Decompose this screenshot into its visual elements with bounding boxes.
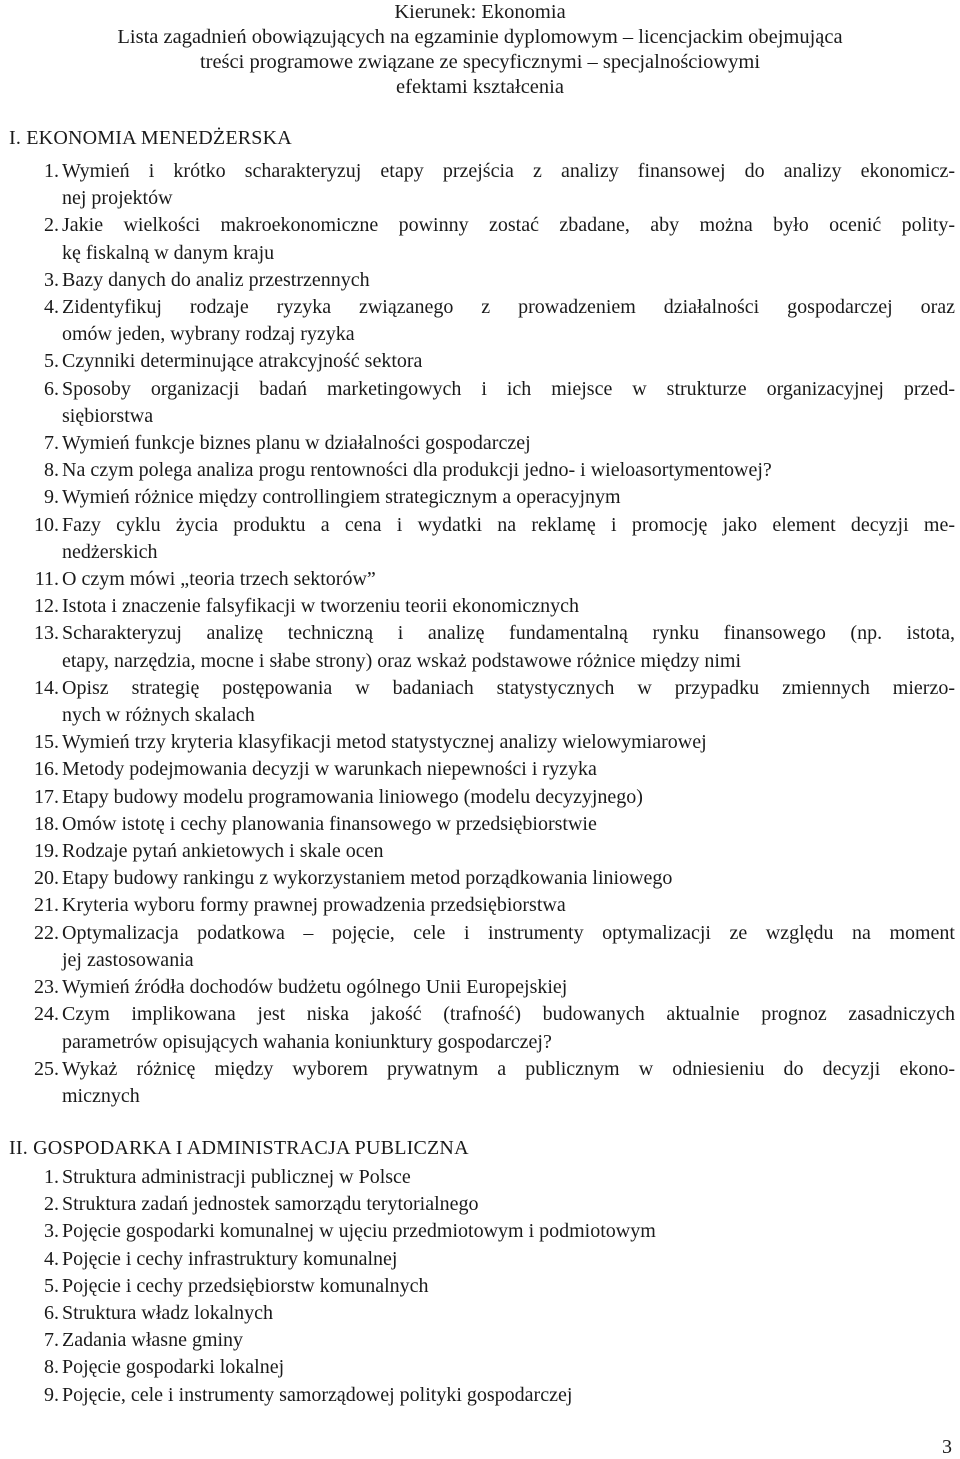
list-item-text [62, 729, 955, 756]
list-item [0, 784, 960, 811]
list-item-text-line: siębiorstwa [62, 404, 154, 427]
list-item-text [62, 430, 955, 457]
list-item [0, 484, 960, 511]
list-item-text [62, 1382, 955, 1409]
list-item [0, 1218, 960, 1245]
list-item-number: 4. [44, 296, 59, 319]
list-item-number: 9. [44, 1383, 59, 1406]
list-item-text [62, 457, 955, 484]
list-item [0, 1246, 960, 1273]
list-item [0, 267, 960, 294]
list-item [0, 920, 960, 974]
list-item-number: 7. [44, 432, 59, 455]
list-item [0, 1191, 960, 1218]
list-item-text [62, 1327, 955, 1354]
list-item-text-line: nej projektów [62, 187, 173, 210]
list-item-number: 7. [44, 1329, 59, 1352]
list-item-number: 15. [34, 731, 59, 754]
list-item-number: 3. [44, 1220, 59, 1243]
list-item-text-line: Pojęcie gospodarki komunalnej w ujęciu przedmiotowym i podmiotowym [62, 1220, 656, 1243]
list-item-text-line: Czynniki determinujące atrakcyjność sektora [62, 350, 423, 373]
list-item-number: 24. [34, 1003, 59, 1026]
list-item-text [62, 865, 955, 892]
list-item-text-line: Pojęcie i cechy infrastruktury komunalnej [62, 1247, 398, 1270]
list-item [0, 1300, 960, 1327]
list-item-text-line: O czym mówi „teoria trzech sektorów” [62, 568, 376, 591]
list-item [0, 811, 960, 838]
list-item-text [62, 158, 955, 212]
list-item-number: 22. [34, 921, 59, 944]
list-item-text-line: Fazy cyklu życia produktu a cena i wydatki na reklamę i promocję jako element decyzji me- [62, 513, 955, 536]
list-item-number: 25. [34, 1057, 59, 1080]
list-item-text-line: Wykaż różnicę między wyborem prywatnym a publicznym w odniesieniu do decyzji ekono- [62, 1057, 955, 1080]
header-field-of-study: Kierunek: Ekonomia [394, 1, 566, 23]
list-item-text [62, 1246, 955, 1273]
list-item-text-line: Istota i znaczenie falsyfikacji w tworzeniu teorii ekonomicznych [62, 595, 580, 618]
list-item-number: 13. [34, 622, 59, 645]
section-1-title: I. EKONOMIA MENEDŻERSKA [9, 127, 292, 149]
list-item-text-line: Wymień różnice między controllingiem strategicznym a operacyjnym [62, 486, 621, 509]
list-item-number: 8. [44, 459, 59, 482]
list-item-text [62, 512, 955, 566]
list-item-text [62, 484, 955, 511]
list-item-number: 17. [34, 785, 59, 808]
list-item-text-line: jej zastosowania [62, 948, 194, 971]
list-item-text-line: Omów istotę i cechy planowania finansowego w przedsiębiorstwie [62, 812, 597, 835]
list-item-number: 14. [34, 676, 59, 699]
list-item-number: 9. [44, 486, 59, 509]
list-item-text-line: Zidentyfikuj rodzaje ryzyka związanego z prowadzeniem działalności gospodarczej oraz [62, 296, 955, 319]
list-item [0, 1273, 960, 1300]
list-item-text [62, 1001, 955, 1055]
header-title-line-1: Lista zagadnień obowiązujących na egzaminie dyplomowym – licencjackim obejmująca [117, 26, 843, 48]
section-1-list [0, 158, 960, 1110]
list-item-text [62, 675, 955, 729]
list-item [0, 1354, 960, 1381]
list-item-text-line: Wymień trzy kryteria klasyfikacji metod statystycznej analizy wielowymiarowej [62, 731, 707, 754]
list-item-text [62, 1191, 955, 1218]
list-item-text [62, 1218, 955, 1245]
list-item [0, 729, 960, 756]
list-item-text [62, 593, 955, 620]
list-item-number: 10. [34, 513, 59, 536]
list-item-number: 2. [44, 1193, 59, 1216]
list-item [0, 593, 960, 620]
list-item-text-line: Wymień i krótko scharakteryzuj etapy przejścia z analizy finansowej do analizy ekonomicz- [62, 160, 955, 182]
list-item-text-line: Metody podejmowania decyzji w warunkach niepewności i ryzyka [62, 758, 597, 781]
list-item-text [62, 348, 955, 375]
list-item [0, 1327, 960, 1354]
list-item-text-line: Pojęcie gospodarki lokalnej [62, 1356, 285, 1379]
list-item-text [62, 212, 955, 266]
list-item [0, 1056, 960, 1110]
list-item-text [62, 756, 955, 783]
page-number: 3 [942, 1436, 952, 1458]
list-item-text-line: Bazy danych do analiz przestrzennych [62, 268, 370, 291]
list-item-number: 1. [44, 160, 59, 182]
list-item-text-line: Zadania własne gminy [62, 1329, 244, 1352]
list-item-number: 8. [44, 1356, 59, 1379]
list-item-number: 5. [44, 350, 59, 373]
list-item-text-line: kę fiskalną w danym kraju [62, 241, 275, 264]
list-item-text [62, 267, 955, 294]
list-item-text [62, 376, 955, 430]
list-item [0, 675, 960, 729]
list-item [0, 1164, 960, 1191]
list-item-text-line: parametrów opisujących wahania koniunktury gospodarczej? [62, 1030, 552, 1053]
list-item [0, 512, 960, 566]
list-item-text-line: Struktura administracji publicznej w Polsce [62, 1166, 411, 1188]
list-item-number: 11. [34, 568, 59, 591]
list-item-text-line: Wymień źródła dochodów budżetu ogólnego Unii Europejskiej [62, 976, 568, 999]
list-item-text-line: Scharakteryzuj analizę techniczną i analizę fundamentalną rynku finansowego (np. istota, [62, 622, 955, 645]
list-item-text-line: Etapy budowy modelu programowania liniowego (modelu decyzyjnego) [62, 785, 643, 808]
header-title-line-3: efektami kształcenia [396, 76, 564, 98]
list-item [0, 620, 960, 674]
header-title-line-2: treści programowe związane ze specyficznymi – specjalnościowymi [199, 51, 761, 73]
list-item-text-line: Na czym polega analiza progu rentowności dla produkcji jedno- i wieloasortymentowej? [62, 459, 772, 482]
list-item [0, 1001, 960, 1055]
list-item-text-line: Pojęcie, cele i instrumenty samorządowej polityki gospodarczej [62, 1383, 573, 1406]
list-item [0, 348, 960, 375]
list-item-text [62, 1300, 955, 1327]
list-item-text-line: Kryteria wyboru formy prawnej prowadzenia przedsiębiorstwa [62, 894, 566, 917]
list-item-number: 20. [34, 867, 59, 890]
list-item [0, 838, 960, 865]
list-item-number: 23. [34, 976, 59, 999]
list-item-text [62, 1273, 955, 1300]
list-item-text [62, 1056, 955, 1110]
list-item-text [62, 892, 955, 919]
list-item-number: 1. [44, 1166, 59, 1188]
list-item [0, 865, 960, 892]
list-item-text-line: Rodzaje pytań ankietowych i skale ocen [62, 840, 384, 863]
list-item-text-line: nych w różnych skalach [62, 704, 255, 727]
list-item-text-line: Jakie wielkości makroekonomiczne powinny zostać zbadane, aby można było ocenić polity- [62, 214, 955, 237]
list-item [0, 212, 960, 266]
list-item-number: 3. [44, 268, 59, 291]
list-item-text [62, 1354, 955, 1381]
list-item [0, 974, 960, 1001]
list-item-number: 16. [34, 758, 59, 781]
list-item-number: 18. [34, 812, 59, 835]
list-item-text [62, 811, 955, 838]
list-item-text [62, 974, 955, 1001]
section-2-title: II. GOSPODARKA I ADMINISTRACJA PUBLICZNA [9, 1137, 469, 1159]
list-item-text-line: Wymień funkcje biznes planu w działalności gospodarczej [62, 432, 531, 455]
list-item-text-line: nedżerskich [62, 540, 158, 563]
list-item-text-line: Optymalizacja podatkowa – pojęcie, cele i instrumenty optymalizacji ze względu na moment [62, 921, 955, 944]
list-item-text-line: omów jeden, wybrany rodzaj ryzyka [62, 323, 355, 346]
list-item-text [62, 838, 955, 865]
list-item-number: 21. [34, 894, 59, 917]
list-item [0, 294, 960, 348]
list-item-text-line: Pojęcie i cechy przedsiębiorstw komunalnych [62, 1274, 429, 1297]
list-item-number: 6. [44, 377, 59, 400]
section-2-list [0, 1164, 960, 1409]
list-item [0, 566, 960, 593]
list-item-number: 12. [34, 595, 59, 618]
list-item-text [62, 620, 955, 674]
list-item-text [62, 1164, 955, 1191]
list-item [0, 376, 960, 430]
list-item-text [62, 294, 955, 348]
list-item-text [62, 566, 955, 593]
list-item-number: 5. [44, 1274, 59, 1297]
list-item-text-line: Opisz strategię postępowania w badaniach statystycznych w przypadku zmiennych mierzo- [62, 676, 955, 699]
list-item [0, 158, 960, 212]
list-item-text-line: Sposoby organizacji badań marketingowych i ich miejsce w strukturze organizacyjnej przed- [62, 377, 955, 400]
document-header [0, 0, 960, 100]
list-item [0, 430, 960, 457]
list-item-text-line: Etapy budowy rankingu z wykorzystaniem metod porządkowania liniowego [62, 867, 673, 890]
list-item [0, 457, 960, 484]
list-item-text-line: Struktura zadań jednostek samorządu terytorialnego [62, 1193, 479, 1216]
list-item [0, 756, 960, 783]
list-item-text [62, 784, 955, 811]
list-item-text-line: micznych [62, 1084, 140, 1107]
list-item-number: 19. [34, 840, 59, 863]
list-item-text-line: etapy, narzędzia, mocne i słabe strony) oraz wskaż podstawowe różnice między nimi [62, 649, 741, 672]
list-item-text-line: Czym implikowana jest niska jakość (trafność) budowanych aktualnie prognoz zasadniczych [62, 1003, 955, 1026]
list-item [0, 892, 960, 919]
list-item-text-line: Struktura władz lokalnych [62, 1302, 274, 1325]
list-item-number: 6. [44, 1302, 59, 1325]
list-item-text [62, 920, 955, 974]
list-item-number: 2. [44, 214, 59, 237]
list-item [0, 1382, 960, 1409]
list-item-number: 4. [44, 1247, 59, 1270]
